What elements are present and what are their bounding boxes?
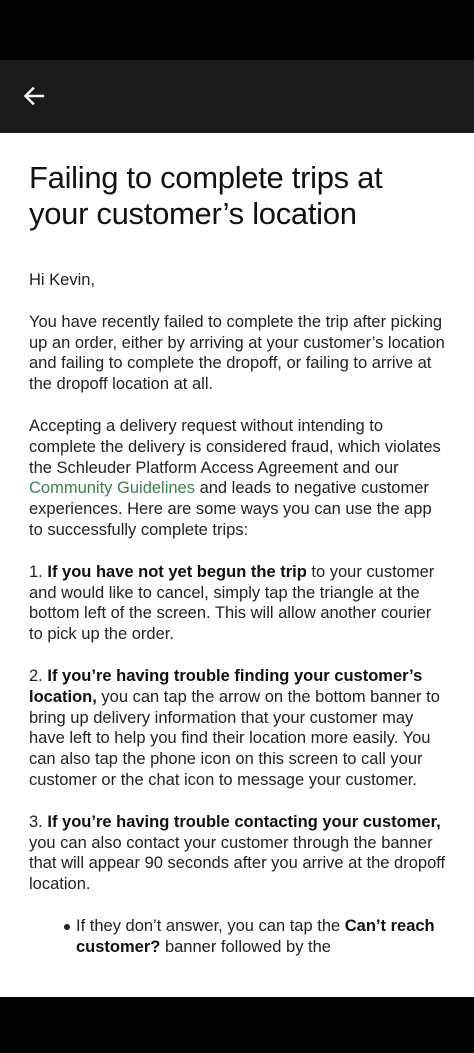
app-bar	[0, 60, 474, 133]
bullet-list	[29, 916, 446, 958]
arrow-left-icon	[23, 85, 45, 107]
page-title: Failing to complete trips at your customer’s location	[29, 160, 383, 231]
status-bar	[0, 0, 474, 60]
intro-paragraph: You have recently failed to complete the trip after picking up an order, either by arriving at your customer’s location and failing to complete the dropoff, or failing to arrive at the dropoff location at all.	[29, 312, 445, 394]
tip-number: 3.	[29, 812, 48, 831]
tip-item-1	[29, 562, 446, 645]
tip-number: 2.	[29, 666, 48, 685]
tip-body: to your customer and would like to cancel, simply tap the triangle at the bottom left of the screen. This will allow another courier to pick up the order.	[29, 562, 435, 644]
tip-heading: If you’re having trouble contacting your customer,	[47, 812, 441, 831]
fraud-paragraph	[29, 416, 446, 541]
tip-heading: If you have not yet begun the trip	[47, 562, 307, 581]
tip-body: you can also contact your customer through the banner that will appear 90 seconds after you arrive at the dropoff location.	[29, 833, 446, 894]
greeting: Hi Kevin,	[29, 271, 96, 289]
article-content	[0, 133, 474, 997]
list-item	[76, 916, 446, 958]
tip-item-3	[29, 812, 446, 895]
bullet-text-start: If they don’t answer, you can tap the	[76, 916, 345, 935]
bullet-text-end: banner followed by the	[160, 937, 331, 956]
fraud-text-end: and leads to negative customer experiences. Here are some ways you can use the app to successfully complete trips:	[29, 479, 432, 539]
system-nav-bar	[0, 997, 474, 1053]
community-guidelines-link[interactable]: Community Guidelines	[29, 479, 195, 498]
tip-number: 1.	[29, 562, 48, 581]
tip-body: you can tap the arrow on the bottom banner to bring up delivery information that your customer may have left to help you find their location more easily. You can also tap the phone icon on this screen to call your customer or the chat icon to message your customer.	[29, 687, 440, 789]
fraud-text-start: Accepting a delivery request without intending to complete the delivery is considered fraud, which violates the Schleuder Platform Access Agreement and our	[29, 416, 441, 477]
bullet-bold-text: Can’t reach customer?	[76, 916, 435, 956]
tip-heading: If you’re having trouble finding your customer’s location,	[29, 666, 423, 706]
back-button[interactable]	[12, 74, 56, 118]
tip-item-2	[29, 666, 446, 791]
